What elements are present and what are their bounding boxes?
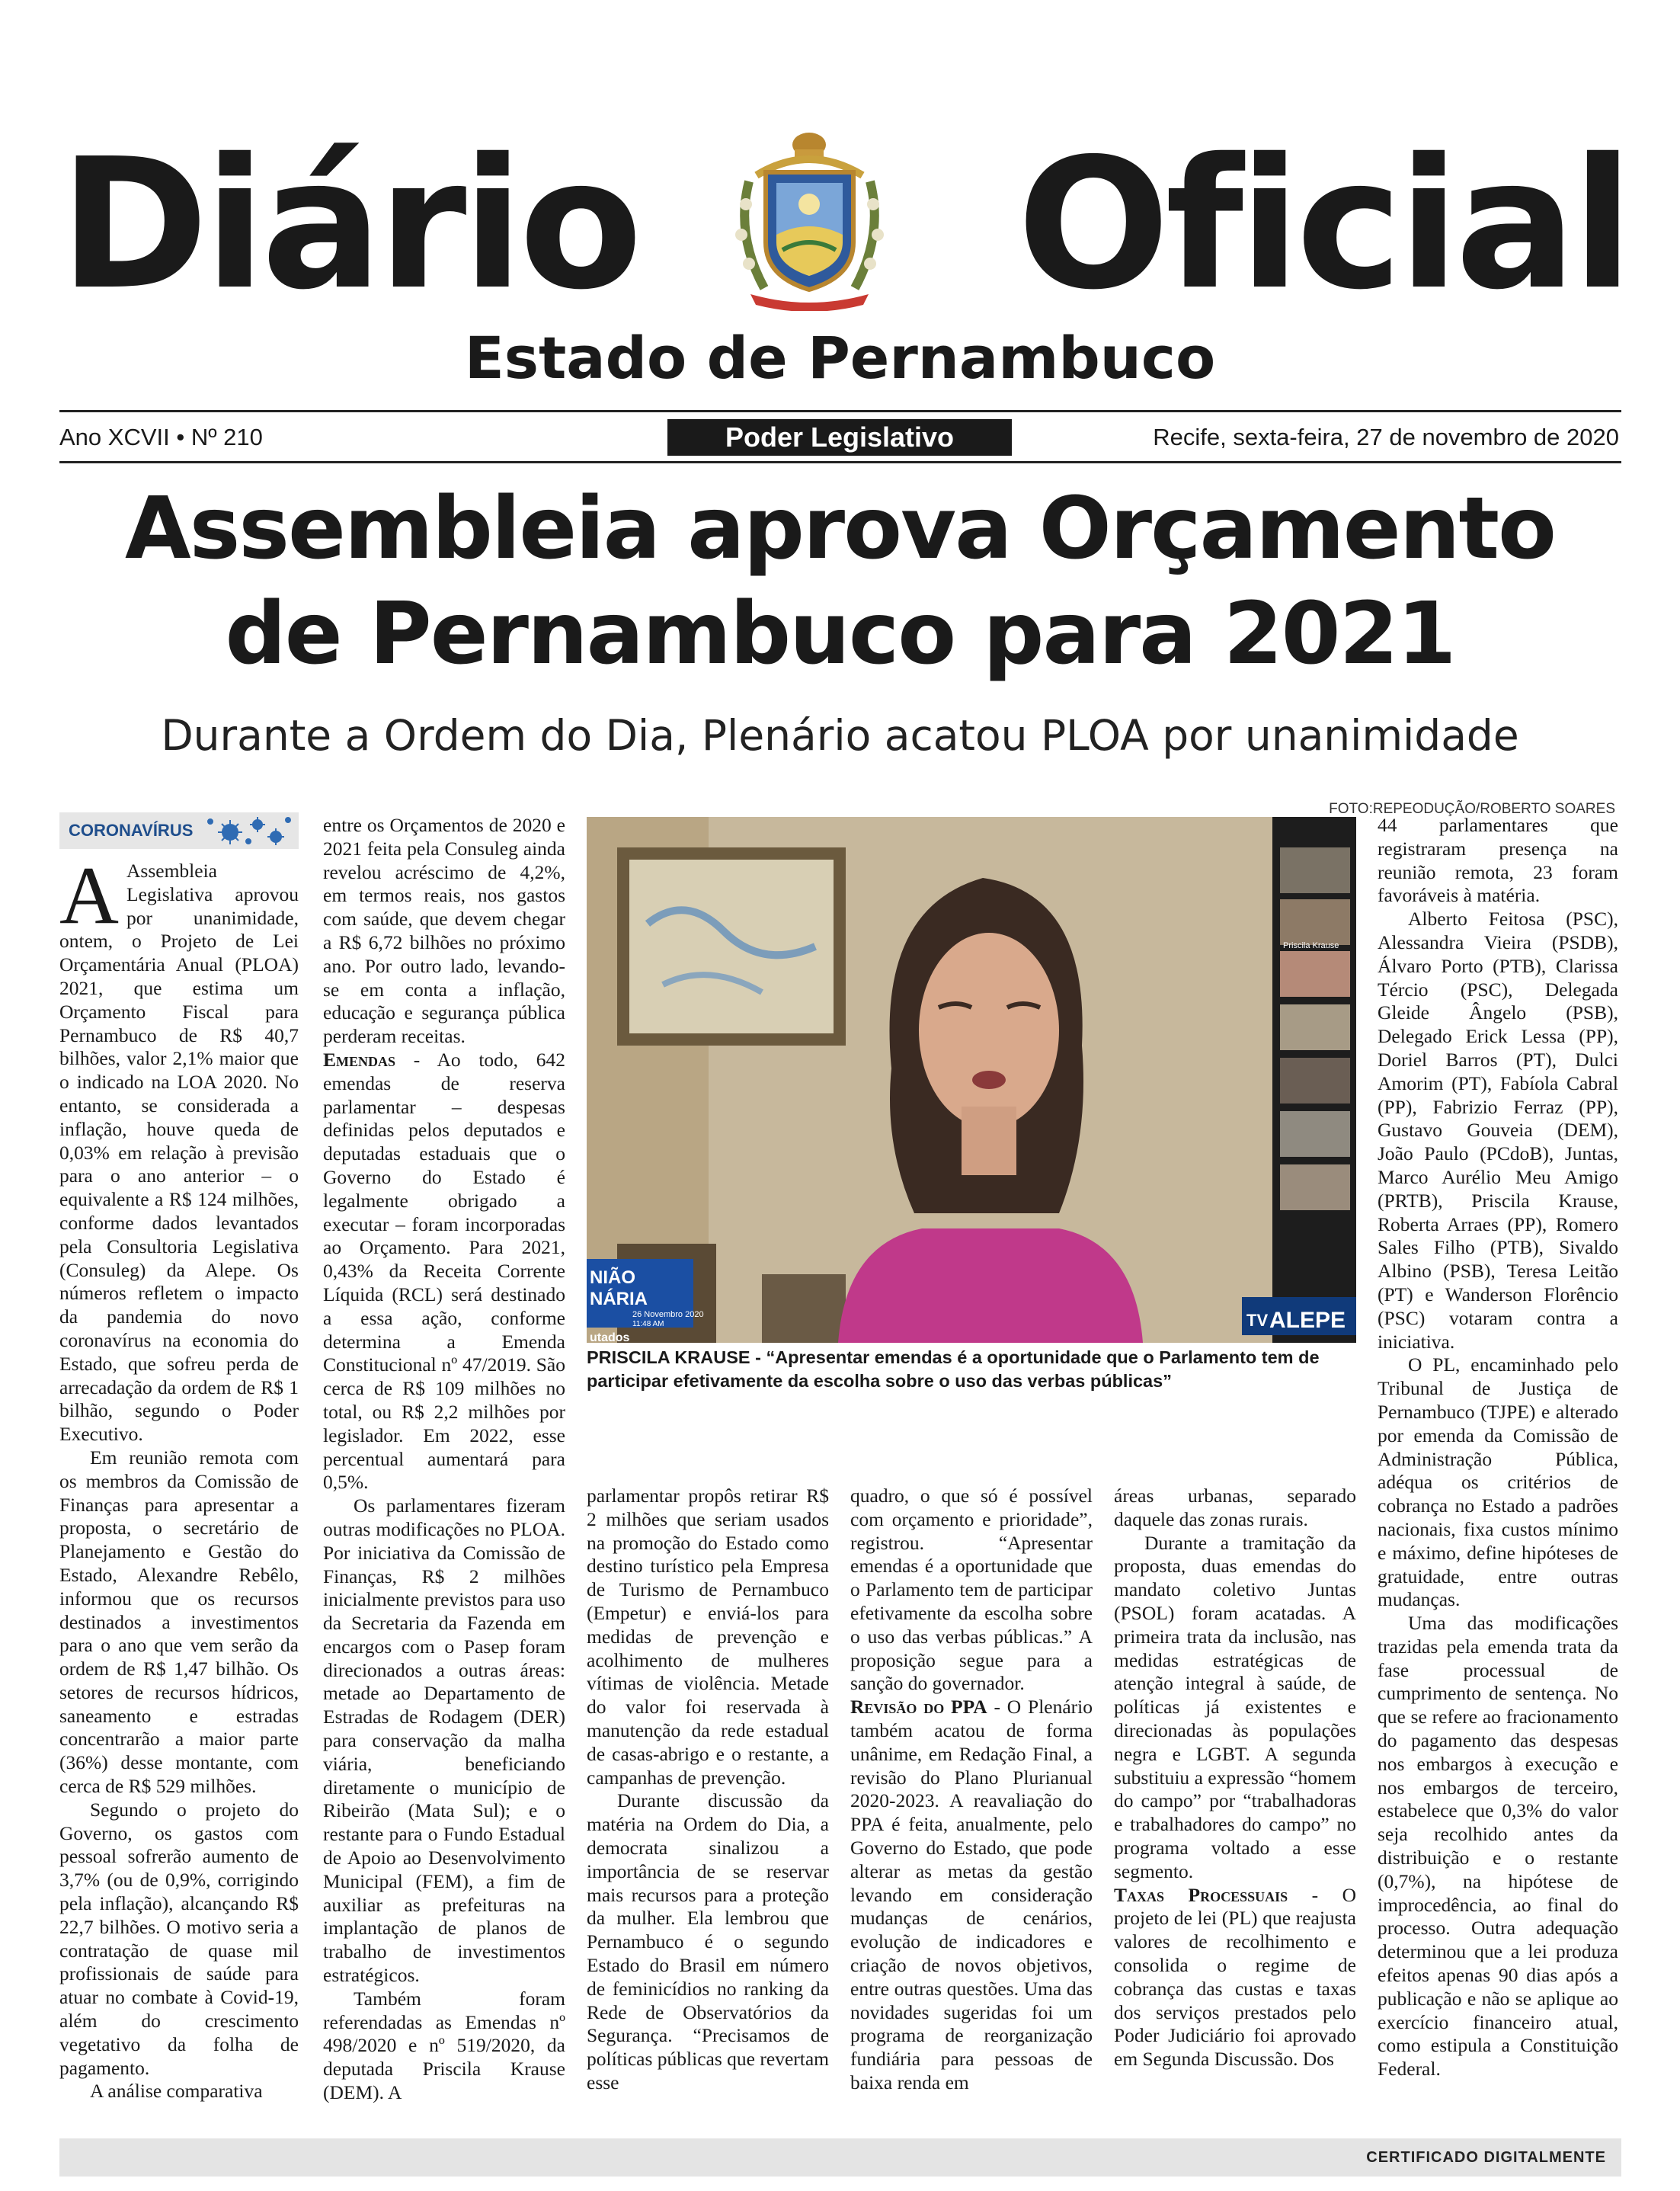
article-paragraph: entre os Orçamentos de 2020 e 2021 feita pela Consuleg ainda revelou acréscimo de 4,2%, em termos reais, nos gastos com saúde, que devem chegar a R$ 6,72 bilhões no próximo ano. Por outro lado, levando-se em conta a inflação, educação e segurança pública perderam receitas. (323, 814, 565, 1048)
edition-info: Ano XCVII • Nº 210 (59, 424, 263, 450)
ticker-line-1: NIÃO (590, 1267, 635, 1288)
section-tag-label: CORONAVÍRUS (69, 821, 194, 840)
photo-credit: FOTO:REPEODUÇÃO/ROBERTO SOARES (1329, 801, 1615, 817)
subheading-taxas-processuais: Taxas Processuais (1114, 1883, 1288, 1906)
article-paragraph: Durante a tramitação da proposta, duas emendas do mandato coletivo Juntas (PSOL) foram acatadas. A primeira trata da inclusão, nas medidas estratégicas de atenção integral à saúde, de políticas já existentes e direcionadas às populações negra e LGBT. A segunda substituiu a expressão “homem do campo” por “trabalhadoras e trabalhadores do campo” no programa voltado a esse segmento. (1114, 1531, 1356, 1882)
bottom-rule (59, 461, 1621, 463)
masthead-title-right: Oficial (1016, 120, 1629, 329)
article-paragraph: A análise comparativa (90, 2080, 263, 2103)
article-paragraph: Também foram referendadas as Emendas nº 498/2020 e nº 519/2020, da deputada Priscila Krause (DEM). A (323, 1987, 565, 2104)
deck: Durante a Ordem do Dia, Plenário acatou PLOA por unanimidade (161, 711, 1519, 760)
headline-line-1: Assembleia aprova Orçamento (125, 479, 1555, 578)
dateline: Recife, sexta-feira, 27 de novembro de 2020 (1153, 424, 1619, 450)
article-paragraph: Segundo o projeto do Governo, os gastos com pessoal sofrerão aumento de 3,7% (ou de 0,9%, corrigindo pela inflação), alcançando R$ 22,7 bilhões. O motivo seria a contratação de quase mil profissionais de saúde para atuar no combate à Covid-19, além do crescimento vegetativo da folha de pagamento. (59, 1798, 299, 2079)
virus-icon (203, 814, 294, 847)
headline-line-2: de Pernambuco para 2021 (225, 585, 1455, 684)
article-column-6 (1378, 814, 1618, 2081)
article-paragraph: Taxas Processuais - O projeto de lei (PL) que reajusta valores de recolhimento e consolida o regime de cobrança das custas e taxas dos serviços prestados pelo Poder Judiciário foi aprovado em Segunda Discussão. Dos (1114, 1883, 1356, 2071)
tv-logo-b: ALEPE (1269, 1308, 1346, 1333)
video-call-image (587, 817, 1356, 1343)
article-paragraph: 44 parlamentares que registraram presença na reunião remota, 23 foram favoráveis à matéria. (1378, 814, 1618, 907)
article-column-3 (587, 1485, 829, 2095)
article-photo (587, 817, 1356, 1343)
subheading-emendas: Emendas (323, 1048, 396, 1071)
speaker-tile-label: Priscila Krause (1283, 941, 1339, 950)
ticker-time: 11:48 AM (632, 1320, 664, 1328)
article-paragraph: Uma das modificações trazidas pela emenda trata da fase processual de cumprimento de sentença. No que se refere ao fracionamento do pagamento das despesas nos embargos à execução e nos embargos de terceiro, estabelece que 0,3% do valor seja recolhido antes da distribuição e o restante (0,7%), na hipótese de improcedência, ao final do processo. Outra adequação determinou que a lei produza efeitos apenas 90 dias após a publicação e não se aplique ao exercício financeiro atual, como estipula a Constituição Federal. (1378, 1612, 1618, 2080)
coat-of-arms-icon (728, 128, 891, 311)
ticker-line-2: NÁRIA (590, 1289, 648, 1309)
article-column-4 (850, 1485, 1093, 2095)
article-paragraph: A Assembleia Legislativa aprovou por unanimidade, ontem, o Projeto de Lei Orçamentária Anual (PLOA) 2021, que estima um Orçamento Fiscal para Pernambuco de R$ 40,7 bilhões, valor 2,1% maior que o indicado na LOA 2020. No entanto, se considerada a inflação, houve queda de 0,03% em relação à previsão para o ano anterior – o equivalente a R$ 124 milhões, conforme dados levantados pela Consultoria Legislativa (Consuleg) da Alepe. Os números refletem o impacto da pandemia do novo coronavírus na economia do Estado, que sofreu perda de arrecadação da ordem de R$ 1 bilhão, segundo o Poder Executivo. (59, 850, 299, 1446)
footer-bar (59, 2138, 1621, 2177)
caption-name: PRISCILA KRAUSE - (587, 1347, 766, 1367)
article-paragraph: Em reunião remota com os membros da Comissão de Finanças para apresentar a proposta, o secretário de Planejamento e Gestão do Estado, Alexandre Rebêlo, informou que os recursos destinados a investimentos para o ano que vem serão da ordem de R$ 1,47 bilhão. Os setores de recursos hídricos, saneamento e estradas concentrarão a maior parte (36%) desse montante, com cerca de R$ 529 milhões. (59, 1446, 299, 1798)
article-column-2 (323, 814, 565, 2105)
headline (30, 476, 1650, 687)
article-paragraph: Alberto Feitosa (PSC), Alessandra Vieira (PSDB), Álvaro Porto (PTB), Clarissa Tércio (PSC), Delegada Gleide Ângelo (PSB), Delegado Erick Lessa (PP), Doriel Barros (PT), Dulci Amorim (PT), Fabíola Cabral (PP), Fabrizio Ferraz (PP), Gustavo Gouveia (DEM), João Paulo (PCdoB), Juntas, Marco Aurélio Meu Amigo (PRTB), Priscila Krause, Roberta Arraes (PP), Romero Sales Filho (PTB), Sivaldo Albino (PSB), Teresa Leitão (PT) e Wanderson Florêncio (PSC) votaram contra a iniciativa. (1378, 908, 1618, 1353)
masthead-subtitle: Estado de Pernambuco (464, 324, 1216, 392)
drop-cap: A (59, 850, 119, 941)
caption-quote: “Apresentar emendas é a oportunidade que o Parlamento tem de participar efetivamente da escolha sobre o uso das verbas públicas” (587, 1347, 1320, 1391)
tv-logo-a: TV (1246, 1311, 1269, 1330)
article-column-5 (1114, 1485, 1356, 2071)
masthead-title-left: Diário (59, 120, 638, 329)
article-paragraph: parlamentar propôs retirar R$ 2 milhões que seriam usados na promoção do Estado como destino turístico pela Empresa de Turismo de Pernambuco (Empetur) e enviá-los para medidas de prevenção e acolhimento de mulheres vítimas de violência. Metade do valor foi reservada à manutenção da rede estadual de casas-abrigo e o restante, a campanhas de prevenção. (587, 1485, 829, 1789)
article-paragraph: áreas urbanas, separado daquele das zonas rurais. (1114, 1485, 1356, 1530)
article-paragraph: Emendas - Ao todo, 642 emendas de reserva parlamentar – despesas definidas pelos deputados e deputadas estaduais que o Governo do Estado é legalmente obrigado a executar – foram incorporadas ao Orçamento. Para 2021, 0,43% da Receita Corrente Líquida (RCL) será destinado a essa ação, conforme determina a Emenda Constitucional nº 47/2019. São cerca de R$ 109 milhões no total, ou R$ 2,2 milhões por legislador. Em 2022, esse percentual aumentará para 0,5%. (323, 1048, 565, 1494)
digital-certificate-label: CERTIFICADO DIGITALMENTE (1366, 2149, 1606, 2166)
article-column-1 (59, 850, 299, 2103)
top-rule (59, 410, 1621, 412)
article-paragraph: Os parlamentares fizeram outras modificações no PLOA. Por iniciativa da Comissão de Finanças, R$ 2 milhões inicialmente previstos para uso da Secretaria da Fazenda em encargos com o Pasep foram direcionados a outras áreas: metade ao Departamento de Estradas de Rodagem (DER) para conservação da malha viária, beneficiando diretamente o município de Ribeirão (Mata Sul); e o restante para o Fundo Estadual de Apoio ao Desenvolvimento Municipal (FEM), a fim de auxiliar as prefeituras na implantação de planos de trabalho de investimentos estratégicos. (323, 1494, 565, 1987)
article-paragraph: quadro, o que só é possível com orçamento e prioridade”, registrou. “Apresentar emendas é a oportunidade que o Parlamento tem de participar efetivamente da escolha sobre o uso das verbas públicas.” A proposição segue para a sanção do governador. (850, 1485, 1093, 1695)
ticker-date: 26 Novembro 2020 (632, 1310, 704, 1319)
article-paragraph: O PL, encaminhado pelo Tribunal de Justiça de Pernambuco (TJPE) e alterado por emenda da Comissão de Administração Pública, adéqua os critérios de cobrança no Estado a padrões nacionais, fixa custos mínimo e máximo, define hipóteses de gratuidade, entre outras mudanças. (1378, 1353, 1618, 1611)
photo-caption (587, 1346, 1356, 1393)
section-badge: Poder Legislativo (667, 419, 1012, 456)
subheading-revisao-ppa: Revisão do PPA (850, 1696, 987, 1719)
article-paragraph: Revisão do PPA - O Plenário também acatou de forma unânime, em Redação Final, a revisão do Plano Plurianual 2020-2023. A reavaliação do PPA é feita, anualmente, pelo Governo do Estado, que pode alterar as metas da gestão levando em consideração mudanças de cenários, evolução de indicadores e criação de novos objetivos, entre outras questões. Uma das novidades sugeridas foi um programa de reorganização fundiária para pessoas de baixa renda em (850, 1696, 1093, 2093)
section-tag (59, 812, 299, 849)
article-paragraph: Durante discussão da matéria na Ordem do Dia, a democrata sinalizou a importância de se reservar mais recursos para a proteção da mulher. Ela lembrou que Pernambuco é o segundo Estado do Brasil em número de feminicídios no ranking da Rede de Observatórios da Segurança. “Precisamos de políticas públicas que revertam esse (587, 1789, 829, 2093)
ticker-left: utados (590, 1331, 630, 1343)
